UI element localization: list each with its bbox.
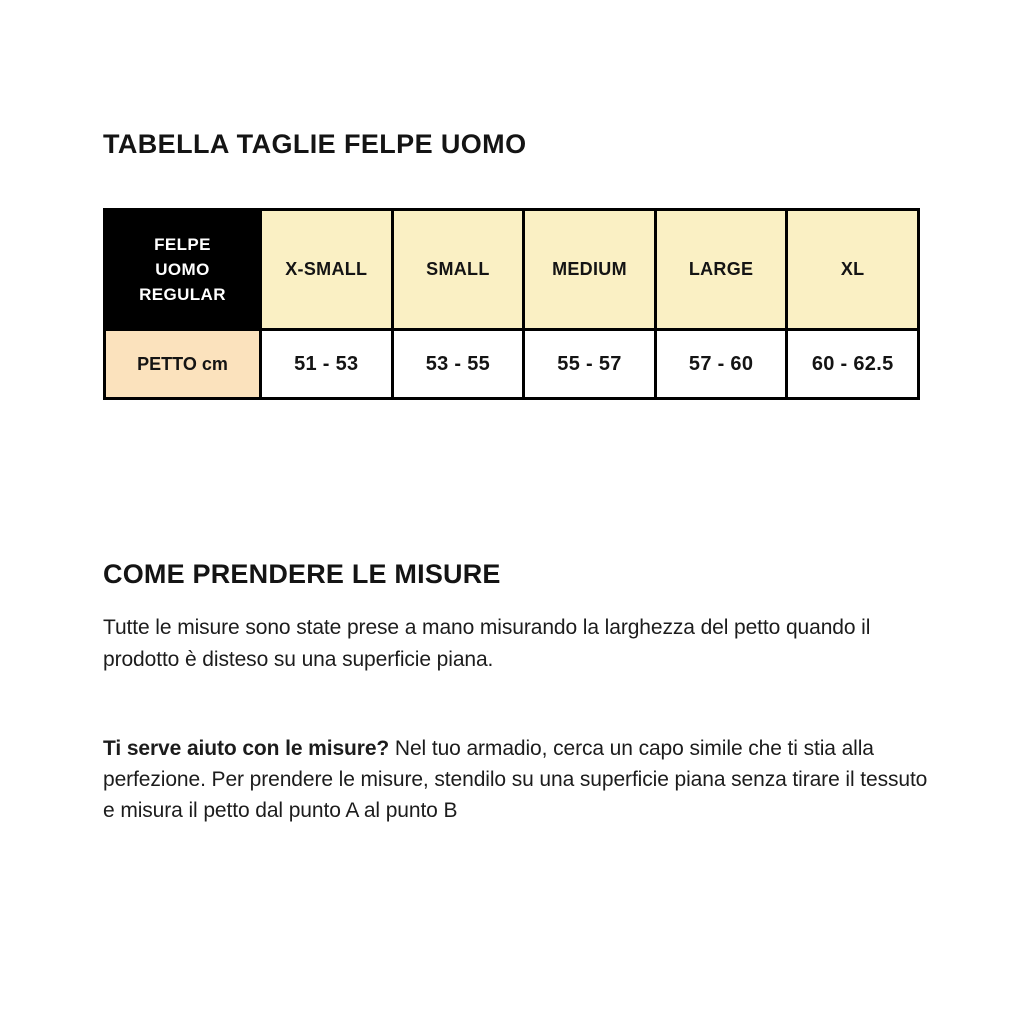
petto-value-large: 57 - 60 <box>655 330 787 399</box>
table-row-petto <box>105 330 919 399</box>
petto-value-xsmall: 51 - 53 <box>261 330 393 399</box>
row-label-petto: PETTO cm <box>105 330 261 399</box>
size-table <box>103 208 920 400</box>
size-header-large: LARGE <box>655 210 787 330</box>
corner-line-2: UOMO <box>155 260 210 279</box>
petto-value-medium: 55 - 57 <box>524 330 656 399</box>
section-heading: COME PRENDERE LE MISURE <box>103 559 501 589</box>
help-lead-text: Ti serve aiuto con le misure? <box>103 737 390 760</box>
size-header-xl: XL <box>787 210 919 330</box>
corner-line-3: REGULAR <box>139 285 226 304</box>
size-header-small: SMALL <box>392 210 524 330</box>
help-body-text: Nel tuo armadio, cerca un capo simile che ti stia alla perfezione. Per prendere le misure, stendilo su una superficie piana senza tirare il tessuto e misura il petto dal punto A al punto B <box>103 737 928 822</box>
size-header-medium: MEDIUM <box>524 210 656 330</box>
size-header-xsmall: X-SMALL <box>261 210 393 330</box>
table-header-row <box>105 210 919 330</box>
petto-value-small: 53 - 55 <box>392 330 524 399</box>
table-corner-cell <box>105 210 261 330</box>
measure-intro-paragraph: Tutte le misure sono state prese a mano misurando la larghezza del petto quando il prodotto è disteso su una superficie piana. <box>103 616 871 671</box>
petto-value-xl: 60 - 62.5 <box>787 330 919 399</box>
page-title: TABELLA TAGLIE FELPE UOMO <box>103 129 527 159</box>
corner-line-1: FELPE <box>154 235 211 254</box>
help-paragraph <box>103 733 931 826</box>
